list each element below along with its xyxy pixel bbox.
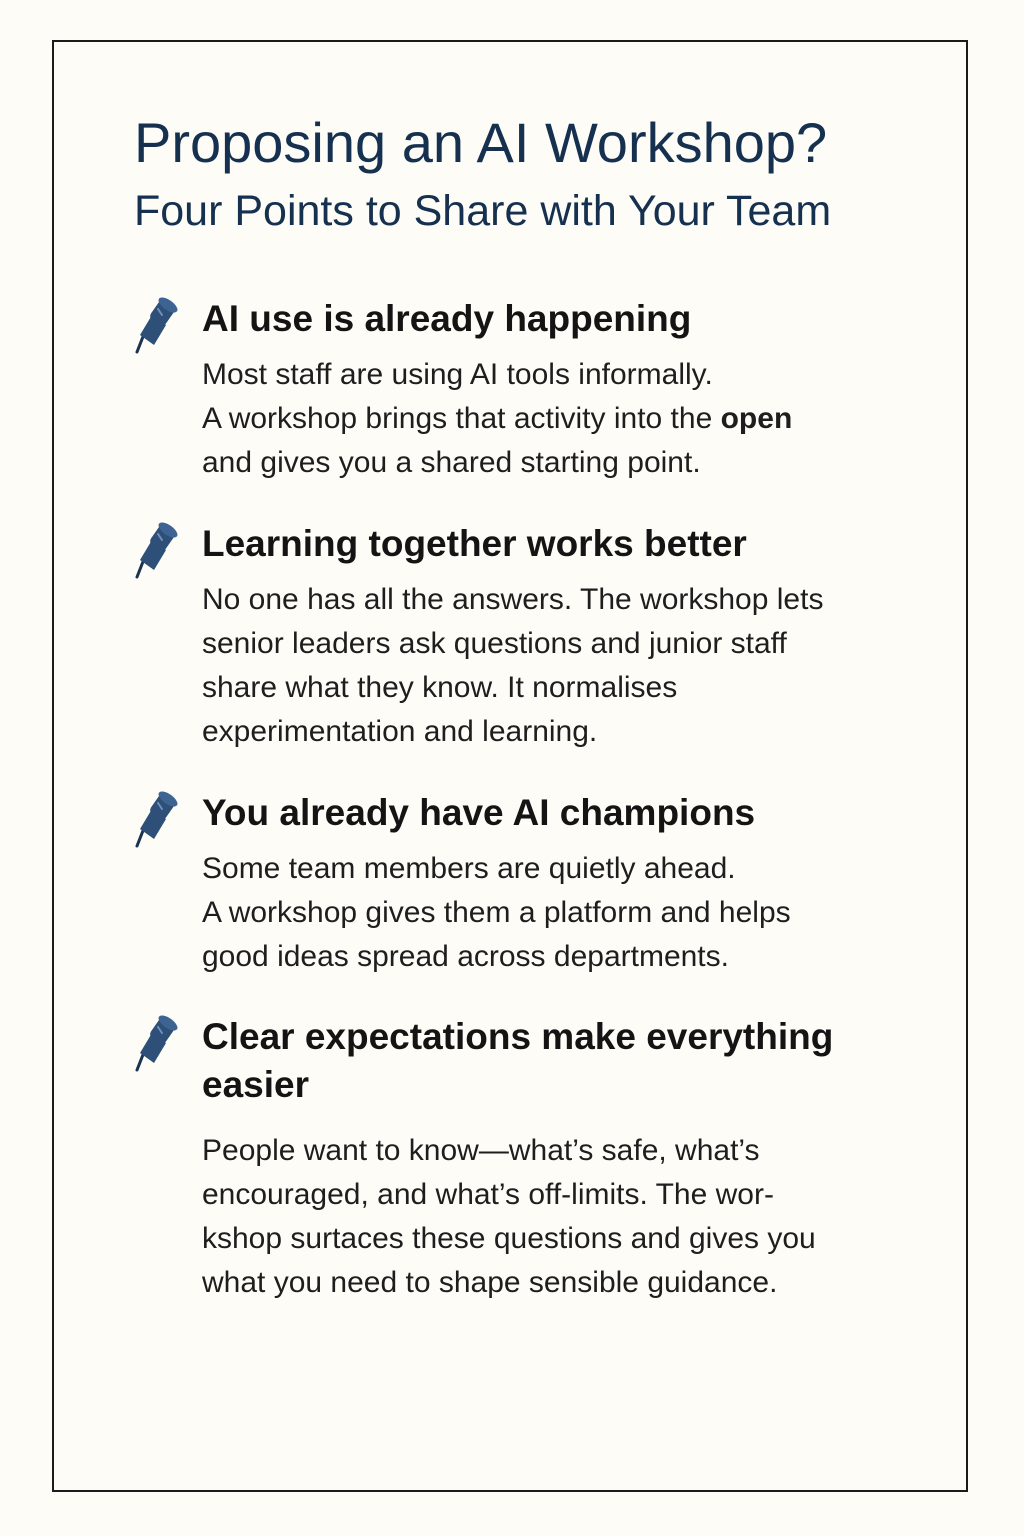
- point-3: [132, 789, 932, 979]
- point-1: [132, 295, 932, 485]
- poster-frame: [52, 40, 968, 1492]
- point-heading: You already have AI champions: [202, 792, 756, 833]
- point-text: People want to know—what’s safe, what’s encouraged, and what’s off-limits. The wor- kshop surtaces these questions and gives you what you need to shape sensible guidance.: [202, 1134, 816, 1299]
- pushpin-icon: [132, 1013, 180, 1075]
- point-2: [132, 520, 932, 754]
- point-text: No one has all the answers. The workshop lets senior leaders ask questions and junior staff share what they know. It normalises experimentation and learning.: [202, 583, 824, 748]
- pushpin-icon: [132, 295, 180, 357]
- point-text: Most staff are using AI tools informally. A workshop brings that activity into the open and gives you a shared starting point.: [202, 358, 793, 479]
- page-title: Proposing an AI Workshop?: [134, 111, 828, 174]
- pushpin-icon: [132, 789, 180, 851]
- point-heading: Learning together works better: [202, 523, 747, 564]
- page-subtitle: Four Points to Share with Your Team: [134, 187, 832, 235]
- point-heading: AI use is already happening: [202, 298, 692, 339]
- point-heading: Clear expectations make everything easier: [202, 1016, 834, 1105]
- pushpin-icon: [132, 520, 180, 582]
- point-4: [132, 1013, 932, 1305]
- point-text: Some team members are quietly ahead. A workshop gives them a platform and helps good ideas spread across departments.: [202, 852, 791, 973]
